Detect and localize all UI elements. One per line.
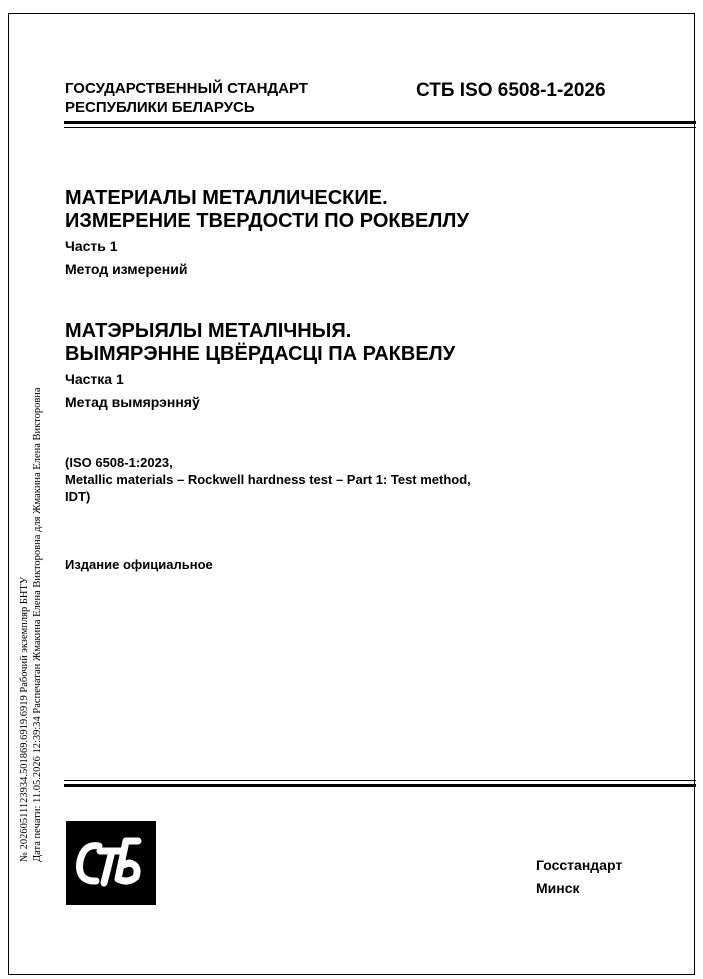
iso-ref-line1: (ISO 6508-1:2023, [65, 455, 173, 470]
ru-part: Часть 1 [65, 238, 118, 254]
standard-id: СТБ ISO 6508-1-2026 [416, 80, 606, 101]
be-title-line1: МАТЭРЫЯЛЫ МЕТАЛІЧНЫЯ. [65, 320, 352, 342]
iso-ref-line3: IDT) [65, 489, 91, 504]
iso-ref-line2: Metallic materials – Rockwell hardness test – Part 1: Test method, [65, 472, 471, 487]
footer-rule-thin [64, 780, 696, 781]
be-subtitle: Метад вымярэнняў [65, 394, 200, 410]
issuing-body-line2: РЕСПУБЛИКИ БЕЛАРУСЬ [65, 99, 255, 116]
publisher-city: Минск [536, 880, 580, 896]
header-rule-thin [64, 127, 696, 128]
be-title-line2: ВЫМЯРЭННЕ ЦВЁРДАСЦІ ПА РАКВЕЛУ [65, 343, 456, 365]
print-stamp [18, 387, 44, 862]
issuing-body-line1: ГОСУДАРСТВЕННЫЙ СТАНДАРТ [65, 80, 308, 97]
print-stamp-line1: № 20260511123934.501869.6919.6919 Рабочий экземпляр БНТУ [19, 576, 30, 862]
ru-title-line1: МАТЕРИАЛЫ МЕТАЛЛИЧЕСКИЕ. [65, 187, 388, 209]
ru-subtitle: Метод измерений [65, 261, 188, 277]
header-rule-thick [64, 121, 696, 124]
edition-note: Издание официальное [65, 557, 213, 572]
print-stamp-line2: Дата печати: 11.05.2026 12:39:34 Распечатан Жмакина Елена Викторовна для Жмакина Елена Викторовна [32, 387, 43, 862]
publisher: Госстандарт [536, 857, 623, 873]
ru-title-line2: ИЗМЕРЕНИЕ ТВЕРДОСТИ ПО РОКВЕЛЛУ [65, 210, 469, 232]
stb-logo-icon [66, 821, 156, 905]
footer-rule-thick [64, 784, 696, 787]
be-part: Частка 1 [65, 371, 124, 387]
